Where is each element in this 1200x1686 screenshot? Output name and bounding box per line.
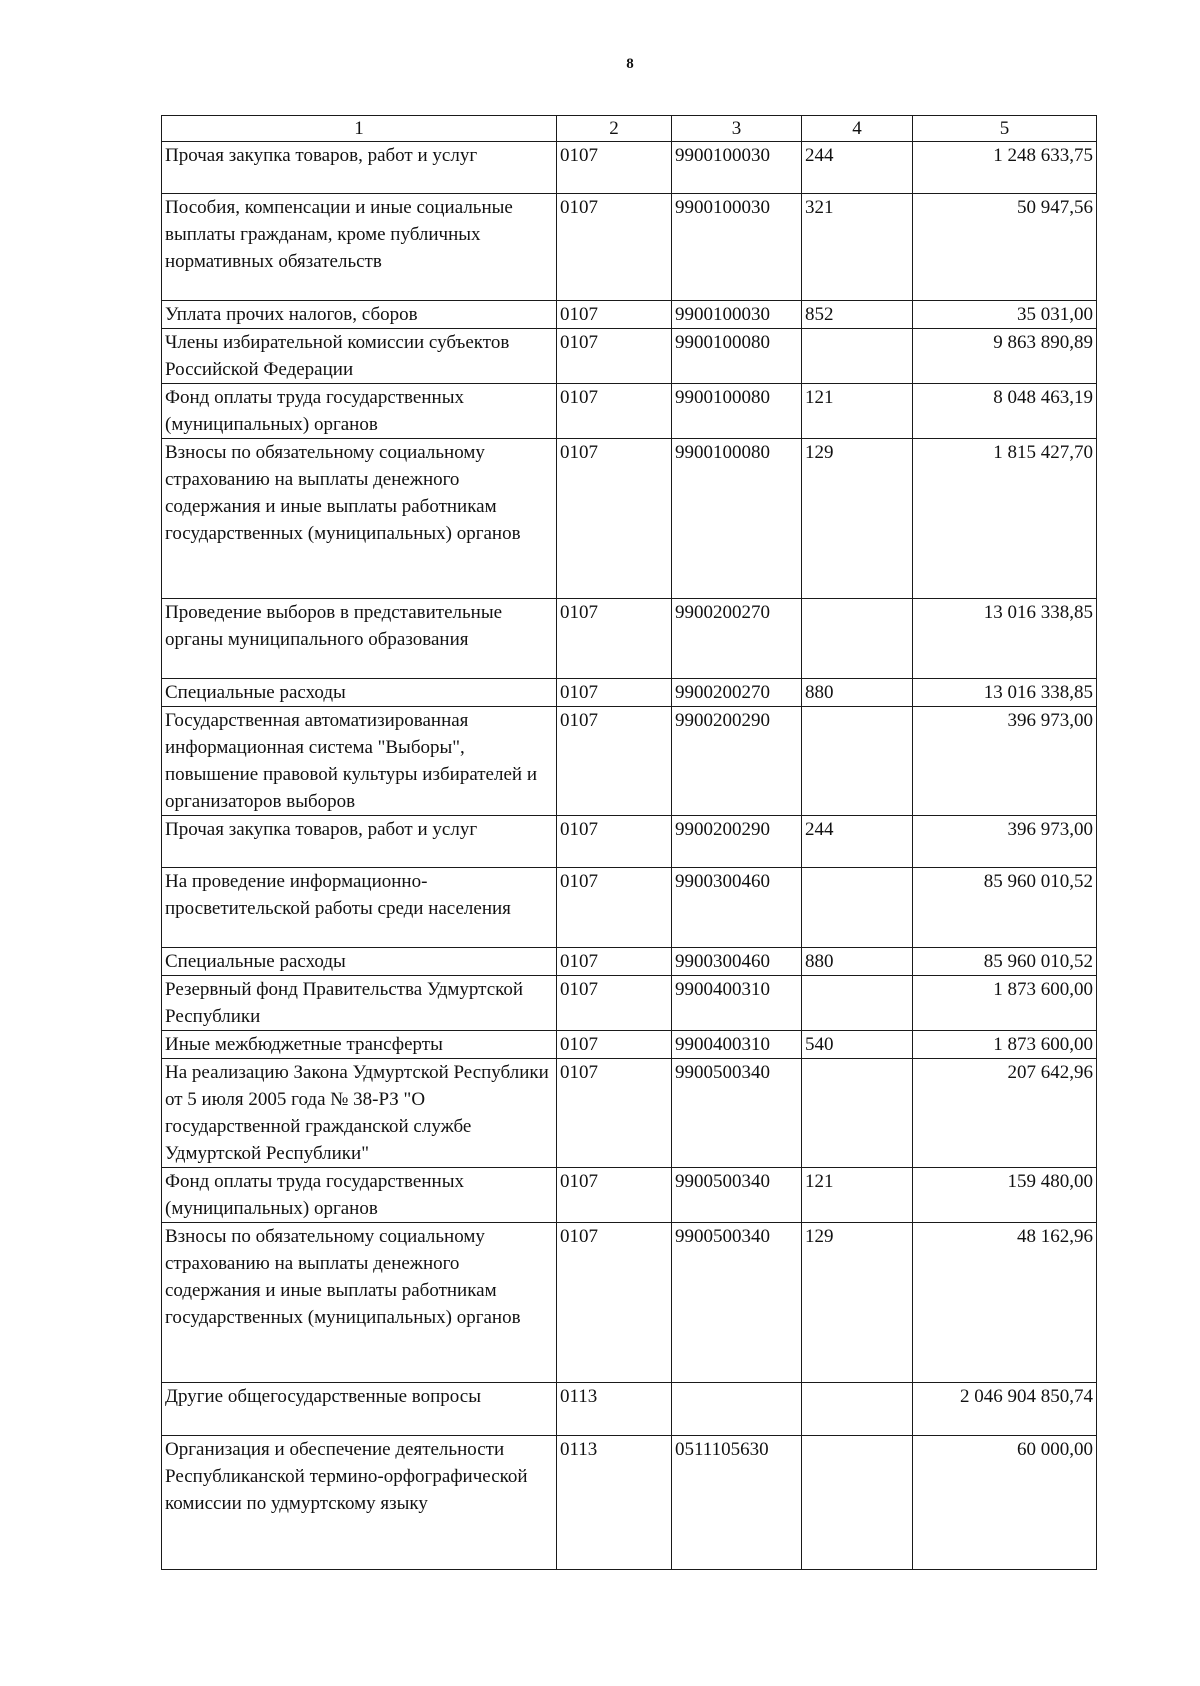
row-kind-cell: 121: [802, 1168, 913, 1223]
row-target-cell: 9900100080: [672, 329, 802, 384]
row-kind-cell: [802, 868, 913, 948]
table-row: [162, 679, 1097, 707]
row-name-cell: Иные межбюджетные трансферты: [162, 1031, 557, 1059]
row-kind-cell: 880: [802, 679, 913, 707]
row-target-cell: 9900500340: [672, 1059, 802, 1168]
row-amount-cell: 1 248 633,75: [913, 142, 1097, 194]
row-amount-cell: 1 815 427,70: [913, 439, 1097, 599]
row-section-cell: 0107: [557, 384, 672, 439]
row-amount-cell: 85 960 010,52: [913, 948, 1097, 976]
row-section-cell: 0107: [557, 329, 672, 384]
row-amount-cell: 1 873 600,00: [913, 1031, 1097, 1059]
row-name-cell: Фонд оплаты труда государственных (муниципальных) органов: [162, 384, 557, 439]
row-amount-cell: 2 046 904 850,74: [913, 1383, 1097, 1436]
table-row: [162, 329, 1097, 384]
row-amount-cell: 13 016 338,85: [913, 599, 1097, 679]
row-kind-cell: 244: [802, 142, 913, 194]
table-row: [162, 816, 1097, 868]
table-row: [162, 1436, 1097, 1570]
row-section-cell: 0107: [557, 301, 672, 329]
row-kind-cell: 244: [802, 816, 913, 868]
row-section-cell: 0107: [557, 439, 672, 599]
column-header-name: 1: [162, 116, 557, 142]
row-name-cell: Специальные расходы: [162, 679, 557, 707]
table-row: [162, 1031, 1097, 1059]
row-kind-cell: 540: [802, 1031, 913, 1059]
column-header-section: 2: [557, 116, 672, 142]
table-row: [162, 976, 1097, 1031]
row-kind-cell: [802, 707, 913, 816]
table-row: [162, 1223, 1097, 1383]
column-header-kind: 4: [802, 116, 913, 142]
row-target-cell: 0511105630: [672, 1436, 802, 1570]
row-section-cell: 0107: [557, 599, 672, 679]
table-row: [162, 439, 1097, 599]
row-name-cell: На проведение информационно-просветительской работы среди населения: [162, 868, 557, 948]
row-kind-cell: [802, 329, 913, 384]
row-section-cell: 0107: [557, 816, 672, 868]
table-row: [162, 1168, 1097, 1223]
row-amount-cell: 48 162,96: [913, 1223, 1097, 1383]
row-name-cell: Фонд оплаты труда государственных (муниципальных) органов: [162, 1168, 557, 1223]
row-name-cell: Пособия, компенсации и иные социальные выплаты гражданам, кроме публичных нормативных обязательств: [162, 194, 557, 301]
row-target-cell: 9900100080: [672, 384, 802, 439]
column-header-target: 3: [672, 116, 802, 142]
table-row: [162, 194, 1097, 301]
row-section-cell: 0107: [557, 1059, 672, 1168]
table-row: [162, 301, 1097, 329]
table-row: [162, 868, 1097, 948]
row-amount-cell: 9 863 890,89: [913, 329, 1097, 384]
row-target-cell: [672, 1383, 802, 1436]
row-name-cell: Проведение выборов в представительные органы муниципального образования: [162, 599, 557, 679]
row-section-cell: 0107: [557, 142, 672, 194]
row-kind-cell: [802, 976, 913, 1031]
table-row: [162, 384, 1097, 439]
row-section-cell: 0107: [557, 948, 672, 976]
row-target-cell: 9900200290: [672, 707, 802, 816]
row-name-cell: Уплата прочих налогов, сборов: [162, 301, 557, 329]
row-name-cell: Взносы по обязательному социальному страхованию на выплаты денежного содержания и иные выплаты работникам государственных (муниципальных) органов: [162, 1223, 557, 1383]
row-target-cell: 9900100030: [672, 301, 802, 329]
row-section-cell: 0107: [557, 1223, 672, 1383]
row-target-cell: 9900500340: [672, 1223, 802, 1383]
row-amount-cell: 60 000,00: [913, 1436, 1097, 1570]
row-kind-cell: [802, 1059, 913, 1168]
row-amount-cell: 50 947,56: [913, 194, 1097, 301]
row-section-cell: 0107: [557, 1031, 672, 1059]
column-number-row: [162, 116, 1097, 142]
row-section-cell: 0107: [557, 707, 672, 816]
table-row: [162, 1383, 1097, 1436]
row-target-cell: 9900300460: [672, 948, 802, 976]
row-kind-cell: 880: [802, 948, 913, 976]
row-kind-cell: [802, 599, 913, 679]
row-name-cell: Другие общегосударственные вопросы: [162, 1383, 557, 1436]
row-name-cell: Прочая закупка товаров, работ и услуг: [162, 142, 557, 194]
row-amount-cell: 8 048 463,19: [913, 384, 1097, 439]
row-amount-cell: 159 480,00: [913, 1168, 1097, 1223]
row-kind-cell: [802, 1383, 913, 1436]
row-kind-cell: 129: [802, 1223, 913, 1383]
row-kind-cell: 852: [802, 301, 913, 329]
row-target-cell: 9900100030: [672, 142, 802, 194]
row-section-cell: 0107: [557, 868, 672, 948]
row-name-cell: Прочая закупка товаров, работ и услуг: [162, 816, 557, 868]
row-amount-cell: 85 960 010,52: [913, 868, 1097, 948]
row-target-cell: 9900100030: [672, 194, 802, 301]
page-number: 8: [626, 56, 634, 72]
row-name-cell: Государственная автоматизированная информационная система "Выборы", повышение правовой культуры избирателей и организаторов выборов: [162, 707, 557, 816]
row-kind-cell: 129: [802, 439, 913, 599]
table-row: [162, 707, 1097, 816]
row-amount-cell: 396 973,00: [913, 816, 1097, 868]
row-name-cell: Специальные расходы: [162, 948, 557, 976]
row-section-cell: 0107: [557, 679, 672, 707]
row-target-cell: 9900300460: [672, 868, 802, 948]
row-section-cell: 0113: [557, 1436, 672, 1570]
row-kind-cell: 121: [802, 384, 913, 439]
column-header-amount: 5: [913, 116, 1097, 142]
table-row: [162, 1059, 1097, 1168]
row-target-cell: 9900100080: [672, 439, 802, 599]
row-target-cell: 9900200290: [672, 816, 802, 868]
table-row: [162, 599, 1097, 679]
row-name-cell: Резервный фонд Правительства Удмуртской Республики: [162, 976, 557, 1031]
row-section-cell: 0107: [557, 1168, 672, 1223]
row-target-cell: 9900500340: [672, 1168, 802, 1223]
table-row: [162, 142, 1097, 194]
row-amount-cell: 13 016 338,85: [913, 679, 1097, 707]
row-target-cell: 9900400310: [672, 976, 802, 1031]
row-section-cell: 0107: [557, 194, 672, 301]
row-amount-cell: 1 873 600,00: [913, 976, 1097, 1031]
row-name-cell: Организация и обеспечение деятельности Республиканской термино-орфографической комиссии по удмуртскому языку: [162, 1436, 557, 1570]
row-amount-cell: 35 031,00: [913, 301, 1097, 329]
row-kind-cell: [802, 1436, 913, 1570]
row-section-cell: 0113: [557, 1383, 672, 1436]
budget-table: [161, 115, 1097, 1570]
row-name-cell: На реализацию Закона Удмуртской Республики от 5 июля 2005 года № 38-РЗ "О государственной гражданской службе Удмуртской Республики": [162, 1059, 557, 1168]
row-target-cell: 9900200270: [672, 599, 802, 679]
row-name-cell: Члены избирательной комиссии субъектов Российской Федерации: [162, 329, 557, 384]
row-section-cell: 0107: [557, 976, 672, 1031]
row-amount-cell: 396 973,00: [913, 707, 1097, 816]
row-target-cell: 9900200270: [672, 679, 802, 707]
row-target-cell: 9900400310: [672, 1031, 802, 1059]
row-amount-cell: 207 642,96: [913, 1059, 1097, 1168]
table-row: [162, 948, 1097, 976]
row-kind-cell: 321: [802, 194, 913, 301]
row-name-cell: Взносы по обязательному социальному страхованию на выплаты денежного содержания и иные выплаты работникам государственных (муниципальных) органов: [162, 439, 557, 599]
